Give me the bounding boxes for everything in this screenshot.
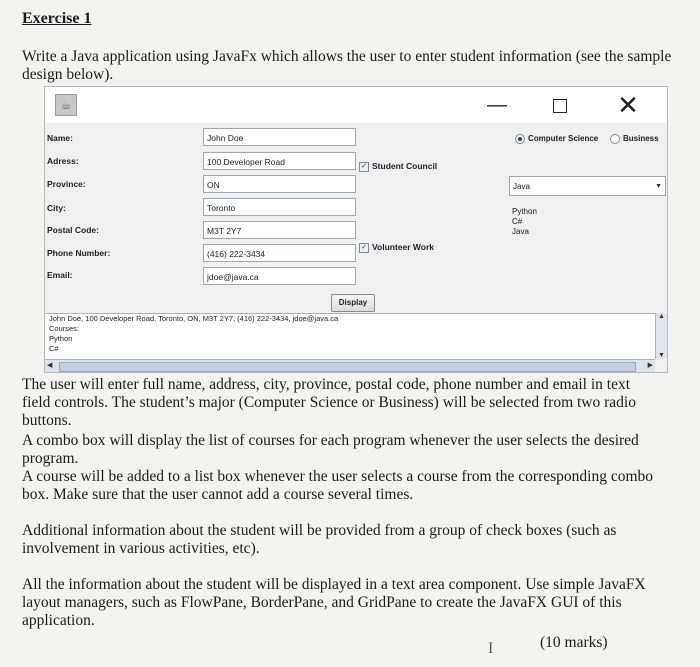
horizontal-scrollbar[interactable] (45, 359, 655, 373)
computer-science-label: Computer Science (528, 134, 599, 144)
checkbox-checked-icon: ✓ (359, 243, 369, 253)
email-label: Email: (47, 270, 73, 280)
province-label: Province: (47, 179, 86, 189)
email-field[interactable]: jdoe@java.ca (203, 267, 356, 285)
volunteer-work-label: Volunteer Work (372, 242, 435, 252)
scroll-left-icon[interactable]: ◀ (47, 362, 53, 369)
vertical-scrollbar[interactable] (655, 313, 668, 359)
city-field[interactable]: Toronto (203, 198, 356, 216)
list-item[interactable]: Java (512, 227, 529, 236)
close-button[interactable]: ✕ (617, 90, 639, 120)
combo-selected-value: Java (513, 182, 530, 191)
postal-code-field[interactable]: M3T 2Y7 (203, 221, 356, 239)
course-combo-box[interactable] (509, 176, 666, 196)
javafx-app-window (44, 86, 668, 373)
intro-paragraph: Write a Java application using JavaFx which allows the user to enter student information (see the sample design below). (22, 48, 672, 83)
student-council-label: Student Council (372, 161, 438, 171)
name-field[interactable]: John Doe (203, 128, 356, 146)
city-label: City: (47, 203, 66, 213)
radio-selected-icon (515, 134, 525, 144)
volunteer-work-checkbox[interactable] (359, 242, 434, 253)
paragraph-list-box: A course will be added to a list box whenever the user selects a course from the corresponding combo box. Make sure that the user cannot add a course several times. (22, 468, 654, 503)
phone-number-field[interactable]: (416) 222-3434 (203, 244, 356, 262)
display-button[interactable]: Display (331, 294, 375, 312)
chevron-down-icon: ▼ (655, 183, 662, 190)
scroll-right-icon[interactable]: ▶ (647, 362, 653, 369)
computer-science-radio[interactable] (515, 134, 598, 144)
address-label: Adress: (47, 156, 79, 166)
phone-number-label: Phone Number: (47, 248, 111, 258)
scroll-up-icon[interactable]: ▲ (658, 313, 665, 320)
list-item[interactable]: Python (512, 207, 537, 216)
marks-label: (10 marks) (540, 634, 608, 651)
minimize-button[interactable]: — (487, 94, 507, 116)
exercise-title: Exercise 1 (22, 10, 92, 27)
text-area-line: Python (49, 334, 73, 343)
scrollbar-thumb[interactable] (59, 362, 636, 372)
info-text-area[interactable] (45, 313, 655, 359)
course-list-box[interactable] (509, 207, 668, 245)
student-council-checkbox[interactable] (359, 161, 437, 172)
postal-code-label: Postal Code: (47, 225, 99, 235)
paragraph-text-area: All the information about the student will be displayed in a text area component. Use simple JavaFX layout managers, such as FlowPane, BorderPane, and GridPane to create the JavaFX GUI of this application. (22, 576, 646, 629)
business-label: Business (623, 134, 659, 144)
text-cursor-icon: I (488, 640, 494, 657)
text-area-line: John Doe, 100 Developer Road, Toronto, ON, M3T 2Y7, (416) 222-3434, jdoe@java.ca (49, 314, 339, 323)
text-area-line: C# (49, 344, 59, 353)
text-area-line: Courses: (49, 324, 80, 333)
radio-unselected-icon (610, 134, 620, 144)
address-field[interactable]: 100 Developer Road (203, 152, 356, 170)
business-radio[interactable] (610, 134, 659, 144)
maximize-button[interactable] (537, 89, 583, 121)
title-bar (45, 87, 667, 123)
paragraph-check-boxes: Additional information about the student will be provided from a group of check boxes (such as involvement in various activities, etc). (22, 522, 617, 557)
maximize-icon (553, 99, 567, 113)
app-icon: ☕ (55, 94, 77, 116)
paragraph-combo-box: A combo box will display the list of courses for each program whenever the user selects the desired program. (22, 432, 639, 467)
paragraph-text-fields: The user will enter full name, address, city, province, postal code, phone number and email in text field controls. The student’s major (Computer Science or Business) will be selected from two radio buttons. (22, 376, 636, 429)
scroll-down-icon[interactable]: ▼ (658, 352, 665, 359)
list-item[interactable]: C# (512, 217, 523, 226)
province-field[interactable]: ON (203, 175, 356, 193)
name-label: Name: (47, 133, 73, 143)
checkbox-checked-icon: ✓ (359, 162, 369, 172)
